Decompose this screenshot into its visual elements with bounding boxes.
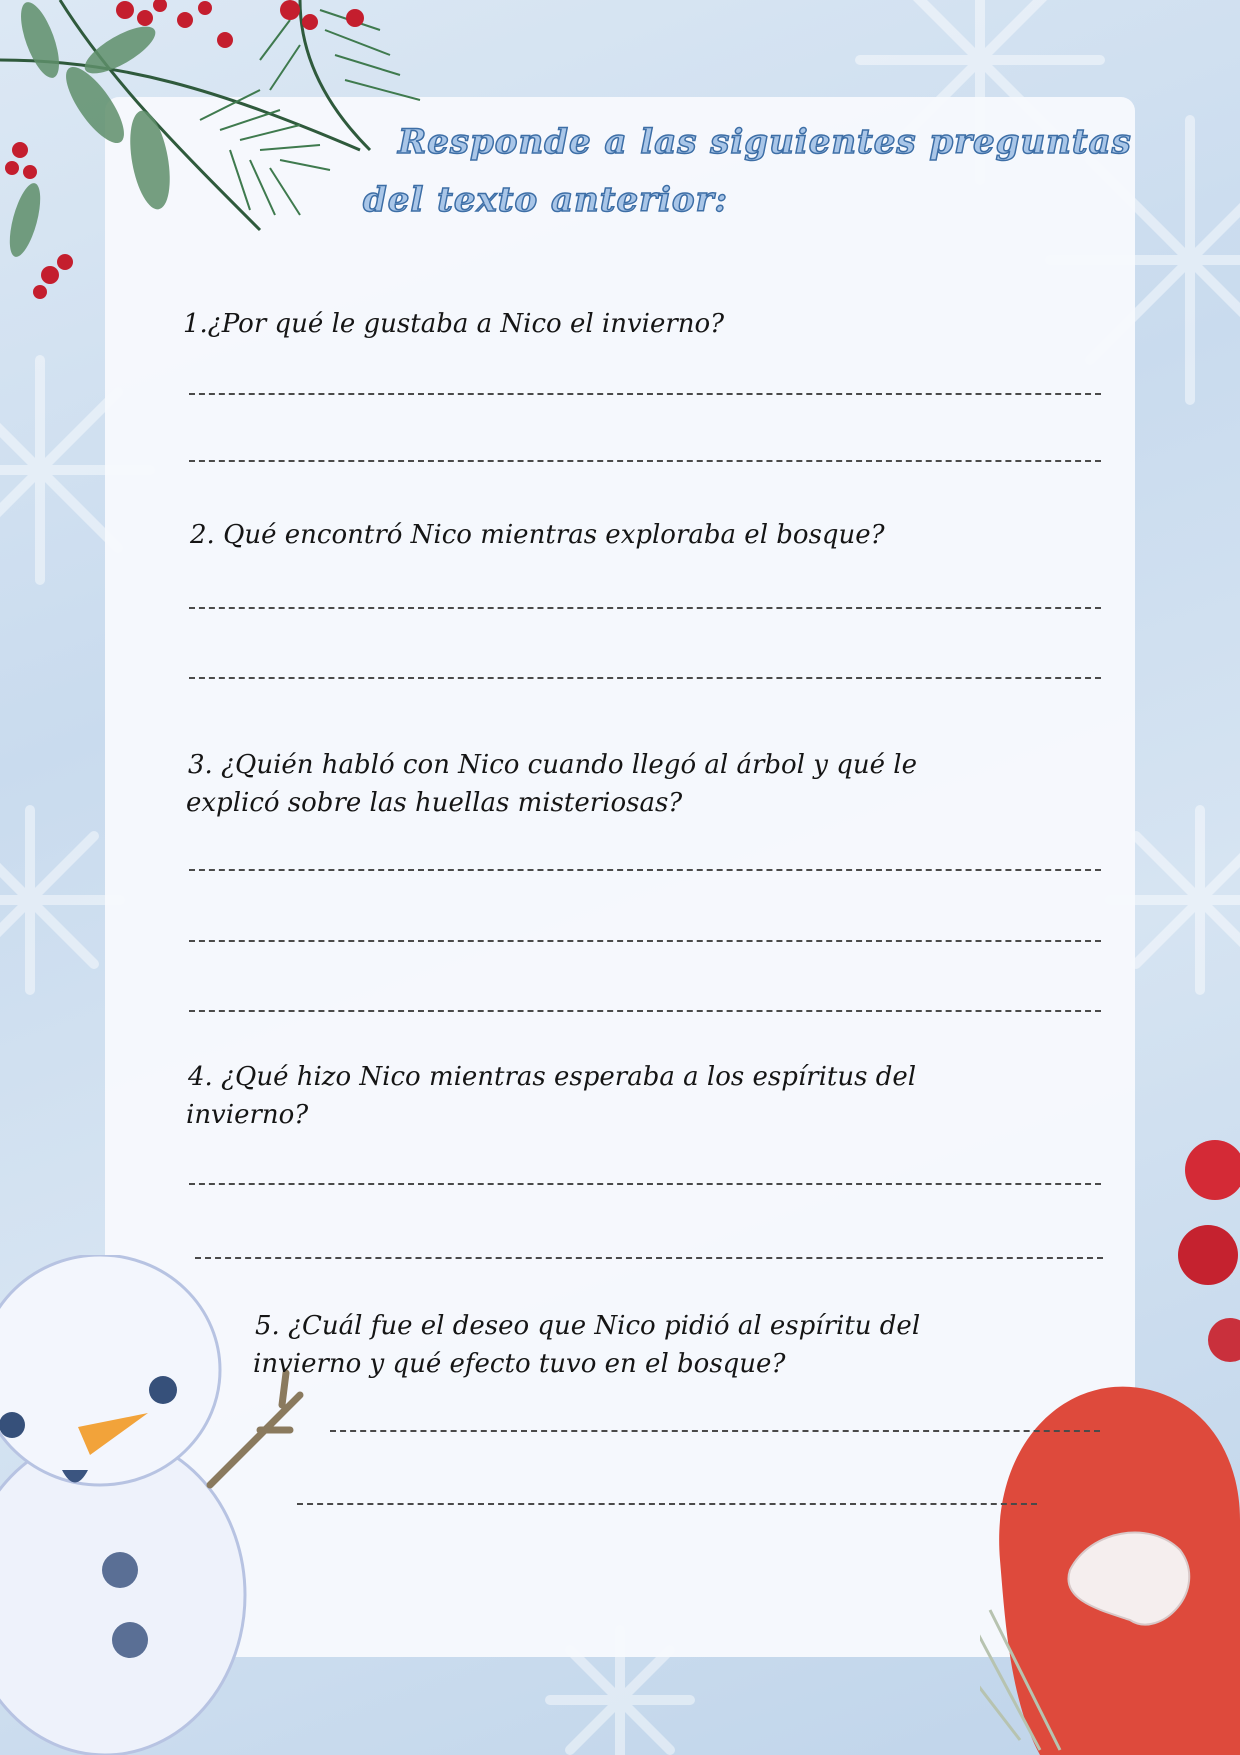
question-5-line-2: invierno y qué efecto tuvo en el bosque?	[253, 1349, 786, 1379]
question-1: 1.¿Por qué le gustaba a Nico el invierno?	[183, 309, 725, 339]
question-2: 2. Qué encontró Nico mientras exploraba el bosque?	[190, 520, 885, 550]
answer-line-2a[interactable]	[189, 607, 1101, 609]
answer-line-3c[interactable]	[189, 1010, 1101, 1012]
question-3-line-2: explicó sobre las huellas misteriosas?	[186, 788, 683, 818]
answer-line-5a[interactable]	[330, 1430, 1100, 1432]
answer-line-1b[interactable]	[189, 460, 1101, 462]
answer-line-4b[interactable]	[195, 1257, 1103, 1259]
question-4-line-1: 4. ¿Qué hizo Nico mientras esperaba a los espíritus del	[188, 1062, 917, 1092]
answer-line-2b[interactable]	[189, 677, 1101, 679]
answer-line-3a[interactable]	[189, 869, 1101, 871]
answer-line-3b[interactable]	[189, 940, 1101, 942]
answer-line-1a[interactable]	[189, 393, 1101, 395]
question-4-line-2: invierno?	[186, 1100, 309, 1130]
worksheet-title-line-1: Responde a las siguientes preguntas	[398, 122, 1132, 162]
question-3-line-1: 3. ¿Quién habló con Nico cuando llegó al árbol y qué le	[188, 750, 917, 780]
question-5-line-1: 5. ¿Cuál fue el deseo que Nico pidió al espíritu del	[255, 1311, 921, 1341]
worksheet-title-line-2: del texto anterior:	[363, 180, 729, 220]
answer-line-5b[interactable]	[297, 1503, 1037, 1505]
answer-line-4a[interactable]	[189, 1183, 1101, 1185]
